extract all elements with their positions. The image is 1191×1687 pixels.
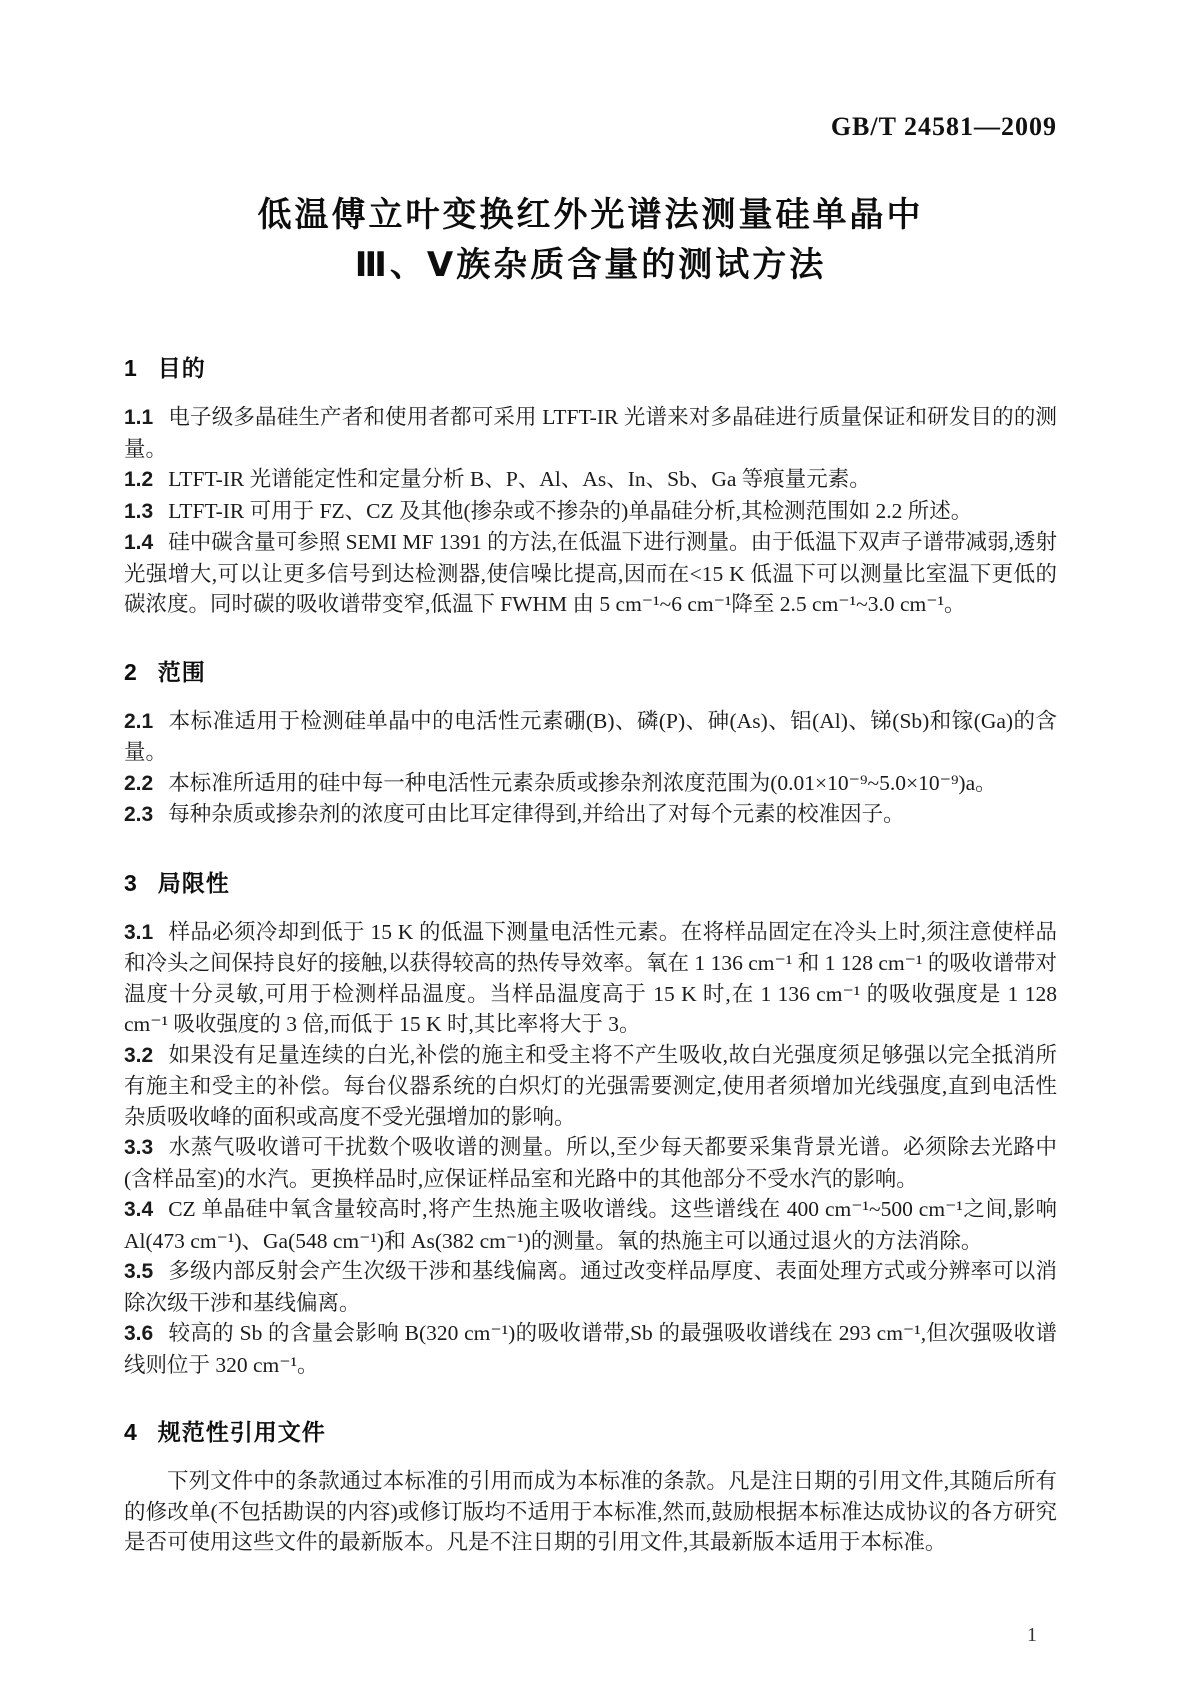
standard-code: GB/T 24581—2009 xyxy=(830,112,1057,141)
clause-3-6-text: 较高的 Sb 的含量会影响 B(320 cm⁻¹)的吸收谱带,Sb 的最强吸收谱线在 293 cm⁻¹,但次强吸收谱线则位于 320 cm⁻¹。 xyxy=(124,1321,1057,1377)
clause-2-1-text: 本标准适用于检测硅单晶中的电活性元素硼(B)、磷(P)、砷(As)、铝(Al)、锑(Sb)和镓(Ga)的含量。 xyxy=(124,708,1057,764)
clause-1-2-text: LTFT-IR 光谱能定性和定量分析 B、P、Al、As、In、Sb、Ga 等痕量元素。 xyxy=(168,467,871,491)
section-1-heading xyxy=(124,354,1057,382)
clause-2-3-label: 2.3 xyxy=(124,803,154,826)
document-title-line1: 低温傅立叶变换红外光谱法测量硅单晶中 xyxy=(257,196,924,234)
section-scope xyxy=(124,658,1057,831)
clause-1-2 xyxy=(124,464,1057,496)
clause-3-4 xyxy=(124,1194,1057,1256)
section-3-heading xyxy=(124,869,1057,897)
section-1-title: 目的 xyxy=(157,355,206,381)
section-2-number: 2 xyxy=(124,658,138,685)
clause-1-3 xyxy=(124,496,1057,528)
section-2-body xyxy=(124,706,1057,831)
section-normative-references xyxy=(124,1418,1057,1558)
section-2-title: 范围 xyxy=(157,658,206,685)
clause-1-1 xyxy=(124,402,1057,464)
section-1-number: 1 xyxy=(124,355,138,381)
clause-2-2-label: 2.2 xyxy=(124,771,154,795)
clause-2-1-label: 2.1 xyxy=(124,709,154,733)
page-footer xyxy=(124,1624,1057,1647)
clause-2-3-text: 每种杂质或掺杂剂的浓度可由比耳定律得到,并给出了对每个元素的校准因子。 xyxy=(168,802,905,826)
section-purpose xyxy=(124,354,1057,620)
section-3-title: 局限性 xyxy=(157,869,230,896)
clause-3-3-text: 水蒸气吸收谱可干扰数个吸收谱的测量。所以,至少每天都要采集背景光谱。必须除去光路中(含样品室)的水汽。更换样品时,应保证样品室和光路中的其他部分不受水汽的影响。 xyxy=(124,1135,1057,1191)
clause-1-1-label: 1.1 xyxy=(124,406,154,429)
clause-3-1 xyxy=(124,917,1057,1040)
section-1-body xyxy=(124,402,1057,620)
section-3-body xyxy=(124,917,1057,1381)
document-title xyxy=(124,190,1057,290)
clause-1-3-text: LTFT-IR 可用于 FZ、CZ 及其他(掺杂或不掺杂的)单晶硅分析,其检测范围如 2.2 所述。 xyxy=(168,498,973,523)
clause-3-5-label: 3.5 xyxy=(124,1260,154,1283)
clause-3-2 xyxy=(124,1040,1057,1133)
page-header xyxy=(124,112,1057,142)
document-title-line2: Ⅲ、Ⅴ族杂质含量的测试方法 xyxy=(354,246,827,284)
clause-1-4-text: 硅中碳含量可参照 SEMI MF 1391 的方法,在低温下进行测量。由于低温下双声子谱带减弱,透射光强增大,可以让更多信号到达检测器,使信噪比提高,因而在<15 K 低温下可以测量比室温下更低的碳浓度。同时碳的吸收谱带变窄,低温下 FWHM 由 5 cm⁻¹~6 cm⁻¹降至 2.5 cm⁻¹~3.0 cm⁻¹。 xyxy=(124,530,1057,616)
clause-2-3 xyxy=(124,799,1057,831)
section-4-number: 4 xyxy=(124,1419,138,1445)
section-3-number: 3 xyxy=(124,869,138,896)
clause-3-1-label: 3.1 xyxy=(124,920,154,944)
clause-2-2 xyxy=(124,768,1057,800)
clause-3-3-label: 3.3 xyxy=(124,1136,154,1159)
clause-3-3 xyxy=(124,1132,1057,1194)
clause-3-5-text: 多级内部反射会产生次级干涉和基线偏离。通过改变样品厚度、表面处理方式或分辨率可以消除次级干涉和基线偏离。 xyxy=(124,1259,1057,1315)
clause-1-1-text: 电子级多晶硅生产者和使用者都可采用 LTFT-IR 光谱来对多晶硅进行质量保证和研发目的的测量。 xyxy=(124,405,1057,461)
section-4-title: 规范性引用文件 xyxy=(157,1419,326,1445)
clause-1-4-label: 1.4 xyxy=(124,531,154,554)
section-4-heading xyxy=(124,1418,1057,1446)
clause-2-1 xyxy=(124,706,1057,768)
page-number: 1 xyxy=(1027,1623,1037,1646)
clause-2-2-text: 本标准所适用的硅中每一种电活性元素杂质或掺杂剂浓度范围为(0.01×10⁻⁹~5.0×10⁻⁹)a。 xyxy=(168,770,997,795)
clause-3-1-text: 样品必须冷却到低于 15 K 的低温下测量电活性元素。在将样品固定在冷头上时,须注意使样品和冷头之间保持良好的接触,以获得较高的热传导效率。氧在 1 136 cm⁻¹ 和 1 128 cm⁻¹ 的吸收谱带对温度十分灵敏,可用于检测样品温度。当样品温度高于 15 K 时,在 1 136 cm⁻¹ 的吸收强度是 1 128 cm⁻¹ 吸收强度的 3 倍,而低于 15 K 时,其比率将大于 3。 xyxy=(124,919,1057,1036)
clause-3-2-label: 3.2 xyxy=(124,1043,154,1067)
clause-3-4-label: 3.4 xyxy=(124,1198,154,1221)
clause-1-3-label: 1.3 xyxy=(124,499,154,523)
clause-1-2-label: 1.2 xyxy=(124,468,154,491)
clause-3-4-text: CZ 单晶硅中氧含量较高时,将产生热施主吸收谱线。这些谱线在 400 cm⁻¹~500 cm⁻¹之间,影响 Al(473 cm⁻¹)、Ga(548 cm⁻¹)和 As(382 cm⁻¹)的测量。氧的热施主可以通过退火的方法消除。 xyxy=(124,1197,1057,1253)
section-4-intro: 下列文件中的条款通过本标准的引用而成为本标准的条款。凡是注日期的引用文件,其随后所有的修改单(不包括勘误的内容)或修订版均不适用于本标准,然而,鼓励根据本标准达成协议的各方研究是否可使用这些文件的最新版本。凡是不注日期的引用文件,其最新版本适用于本标准。 xyxy=(124,1469,1057,1554)
clause-1-4 xyxy=(124,527,1057,620)
clause-3-6 xyxy=(124,1318,1057,1380)
section-2-heading xyxy=(124,658,1057,686)
section-limitations xyxy=(124,869,1057,1381)
clause-3-2-text: 如果没有足量连续的白光,补偿的施主和受主将不产生吸收,故白光强度须足够强以完全抵消所有施主和受主的补偿。每台仪器系统的白炽灯的光强需要测定,使用者须增加光线强度,直到电活性杂质吸收峰的面积或高度不受光强增加的影响。 xyxy=(124,1042,1057,1129)
clause-3-6-label: 3.6 xyxy=(124,1322,154,1345)
section-4-body xyxy=(124,1466,1057,1558)
clause-3-5 xyxy=(124,1256,1057,1318)
